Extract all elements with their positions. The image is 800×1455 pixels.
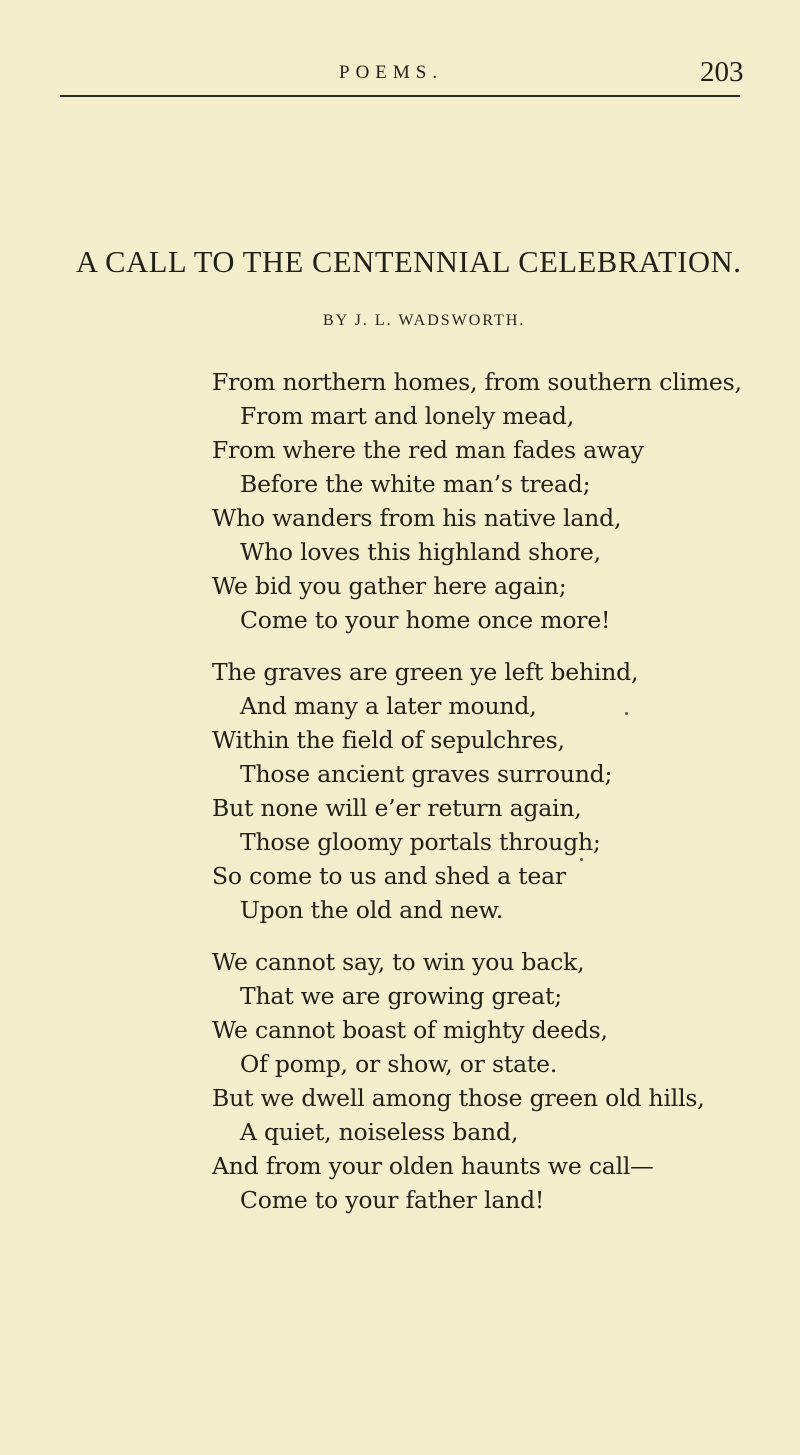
verse-line: Within the field of sepulchres, (212, 726, 565, 754)
verse-line: That we are growing great; (240, 982, 562, 1010)
verse-line: Those ancient graves surround; (240, 760, 613, 788)
verse-line: And from your olden haunts we call— (212, 1152, 654, 1180)
verse-line: From where the red man fades away (212, 436, 644, 464)
verse-line: The graves are green ye left behind, (212, 658, 639, 686)
verse-line: Come to your home once more! (240, 606, 611, 634)
poem-byline: BY J. L. WADSWORTH. (323, 312, 526, 329)
print-speck (580, 858, 583, 861)
verse-line: Before the white man’s tread; (240, 470, 591, 498)
verse-line: Those gloomy portals through; (240, 828, 601, 856)
header-rule (60, 95, 740, 97)
verse-line: A quiet, noiseless band, (240, 1118, 519, 1146)
page-number: 203 (700, 56, 744, 88)
verse-line: Upon the old and new. (240, 896, 504, 924)
verse-line: But we dwell among those green old hills, (212, 1084, 705, 1112)
verse-line: Who wanders from his native land, (212, 504, 622, 532)
verse-line: We cannot boast of mighty deeds, (212, 1016, 608, 1044)
verse-line: So come to us and shed a tear (212, 862, 566, 890)
poem-title: A CALL TO THE CENTENNIAL CELEBRATION. (76, 245, 742, 279)
verse-line: But none will e’er return again, (212, 794, 582, 822)
verse-line: Who loves this highland shore, (240, 538, 601, 566)
running-head (0, 56, 800, 96)
verse-line: We bid you gather here again; (212, 572, 567, 600)
verse-line: From mart and lonely mead, (240, 402, 575, 430)
verse-line: And many a later mound, (240, 692, 537, 720)
running-title: POEMS. (339, 62, 444, 83)
verse-line: From northern homes, from southern climes, (212, 368, 742, 396)
print-speck (625, 712, 628, 715)
verse-line: We cannot say, to win you back, (212, 948, 585, 976)
verse-line: Of pomp, or show, or state. (240, 1050, 558, 1078)
verse-line: Come to your father land! (240, 1186, 545, 1214)
